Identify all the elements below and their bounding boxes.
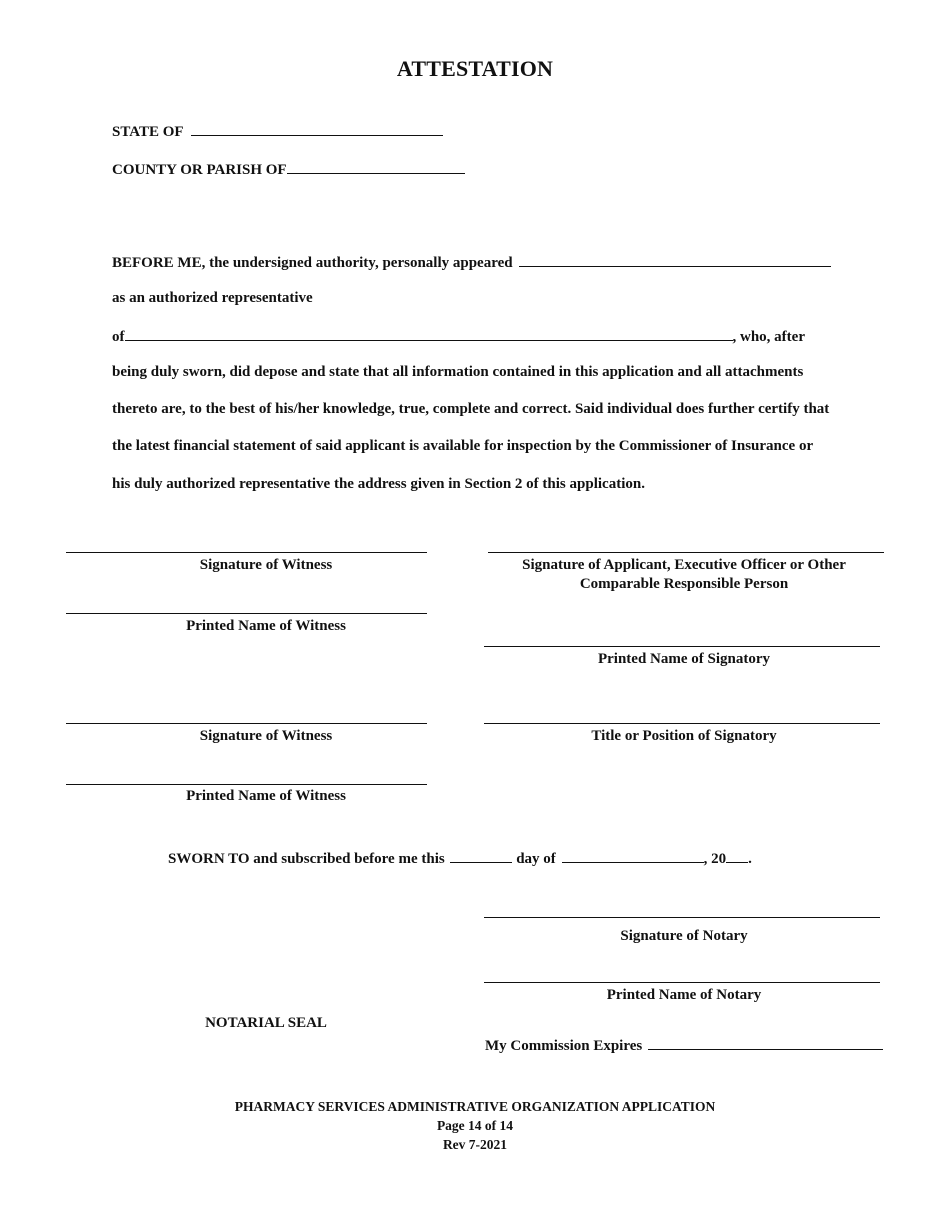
commission-expires-line[interactable] bbox=[648, 1035, 883, 1050]
commission-label: My Commission Expires bbox=[485, 1038, 643, 1054]
county-input-line[interactable] bbox=[287, 159, 465, 174]
paragraph-line-7: his duly authorized representative the address given in Section 2 of this application. bbox=[112, 476, 645, 492]
witness-signature-label-1: Signature of Witness bbox=[199, 557, 333, 573]
witness-name-label-2: Printed Name of Witness bbox=[186, 788, 346, 804]
page-title: ATTESTATION bbox=[396, 56, 554, 81]
witness-signature-line-2[interactable] bbox=[66, 723, 427, 724]
paragraph-line-4: being duly sworn, did depose and state that all information contained in this application and all attachments bbox=[112, 364, 804, 380]
year-prefix-text: , 20 bbox=[703, 851, 727, 867]
footer-form-name: PHARMACY SERVICES ADMINISTRATIVE ORGANIZATION APPLICATION bbox=[234, 1099, 716, 1114]
of-label: of bbox=[112, 329, 125, 345]
intro-text: BEFORE ME, the undersigned authority, personally appeared bbox=[112, 255, 513, 271]
notary-name-label: Printed Name of Notary bbox=[606, 987, 762, 1003]
sworn-text: SWORN TO and subscribed before me this bbox=[168, 851, 445, 867]
footer-page-number: Page 14 of 14 bbox=[436, 1118, 514, 1133]
witness-name-label-1: Printed Name of Witness bbox=[186, 618, 346, 634]
notary-signature-line[interactable] bbox=[484, 917, 880, 918]
signatory-name-line[interactable] bbox=[484, 646, 880, 647]
state-input-line[interactable] bbox=[191, 121, 443, 136]
witness-name-line-2[interactable] bbox=[66, 784, 427, 785]
state-field-row bbox=[112, 121, 443, 141]
signatory-name-label: Printed Name of Signatory bbox=[597, 651, 771, 667]
who-after-text: , who, after bbox=[732, 329, 805, 345]
appeared-name-line[interactable] bbox=[519, 252, 831, 267]
footer-revision: Rev 7-2021 bbox=[442, 1137, 508, 1152]
applicant-signature-label-2: Comparable Responsible Person bbox=[579, 576, 789, 592]
intro-row bbox=[112, 252, 831, 272]
sworn-day-line[interactable] bbox=[450, 848, 512, 863]
day-of-text: day of bbox=[516, 851, 556, 867]
notary-name-line[interactable] bbox=[484, 982, 880, 983]
paragraph-line-6: the latest financial statement of said applicant is available for inspection by the Commissioner of Insurance or bbox=[112, 438, 814, 454]
county-label: COUNTY OR PARISH OF bbox=[112, 162, 287, 178]
organization-line[interactable] bbox=[125, 326, 733, 341]
representative-text: as an authorized representative bbox=[112, 290, 313, 306]
commission-row bbox=[485, 1035, 883, 1055]
witness-signature-label-2: Signature of Witness bbox=[199, 728, 333, 744]
organization-row bbox=[112, 326, 805, 346]
county-field-row bbox=[112, 159, 465, 179]
witness-name-line-1[interactable] bbox=[66, 613, 427, 614]
applicant-signature-label-1: Signature of Applicant, Executive Officer or Other bbox=[522, 557, 846, 573]
sworn-year-line[interactable] bbox=[726, 848, 748, 863]
signatory-title-line[interactable] bbox=[484, 723, 880, 724]
notarial-seal-label: NOTARIAL SEAL bbox=[205, 1015, 327, 1031]
applicant-signature-line[interactable] bbox=[488, 552, 884, 553]
witness-signature-line-1[interactable] bbox=[66, 552, 427, 553]
sworn-month-line[interactable] bbox=[562, 848, 704, 863]
signatory-title-label: Title or Position of Signatory bbox=[591, 728, 777, 744]
notary-signature-label: Signature of Notary bbox=[620, 928, 748, 944]
state-label: STATE OF bbox=[112, 124, 183, 140]
sworn-row bbox=[168, 848, 752, 868]
sworn-end-text: . bbox=[748, 851, 752, 867]
paragraph-line-5: thereto are, to the best of his/her knowledge, true, complete and correct. Said individual does further certify that bbox=[112, 401, 830, 417]
